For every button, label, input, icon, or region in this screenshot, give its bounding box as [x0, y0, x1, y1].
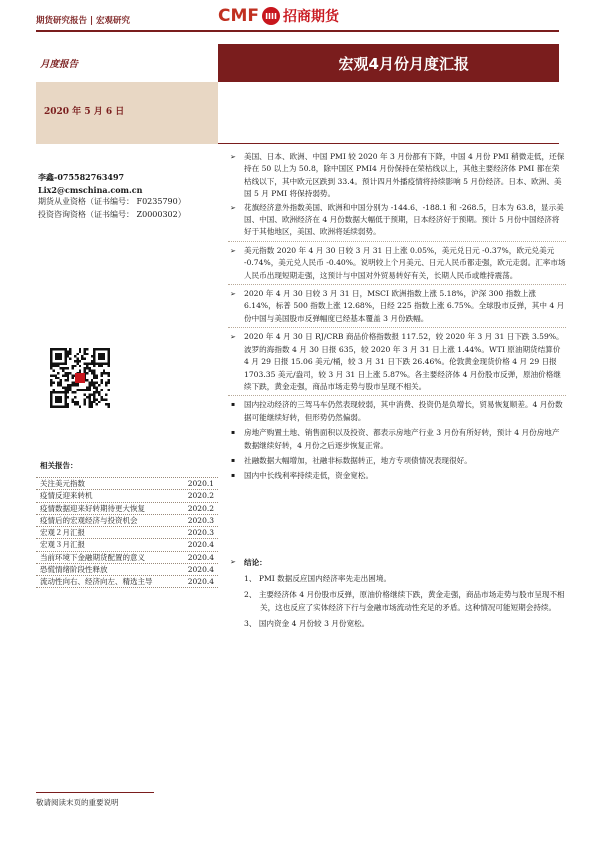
related-report-item[interactable]	[36, 526, 218, 538]
related-report-title: 疫情数据迎来好转期待更大恢复	[40, 503, 145, 513]
key-point	[228, 202, 566, 239]
arrow-bullet-icon: ➢	[230, 290, 236, 299]
arrow-bullet-icon: ➢	[230, 333, 236, 342]
point-text: 国内拉动经济的三驾马车仍然表现较弱，其中消费、投资仍是负增长，贸易恢复顺差。4 月份数据可能继续好转，但形势仍然偏弱。	[244, 400, 563, 422]
analyst-license-advisory: 投资咨询资格（证书编号： Z0000302）	[38, 209, 186, 219]
conclusion-list	[228, 572, 566, 630]
arrow-bullet-icon: ➢	[230, 558, 236, 566]
related-report-date: 2020.3	[187, 528, 214, 538]
related-report-title: 当前环境下金融期货配置的意义	[40, 552, 145, 562]
related-report-date: 2020.4	[187, 565, 214, 575]
key-point	[228, 331, 566, 393]
related-report-title: 流动性向右、经济向左、精选主导	[40, 577, 153, 587]
conclusion-item: 3、 国内资金 4 月份较 3 月份宽松。	[244, 619, 370, 628]
related-report-item[interactable]	[36, 538, 218, 550]
point-text: 2020 年 4 月 30 日 RJ/CRB 商品价格指数报 117.52，较 2020 年 3 月 31 日下跌 3.59%。波罗的海指数 4 月 30 日报 635，较 2020 年 3 月 31 日上涨 1.44%。WTI 原油期货结算价 4 月 29 日报 15.06 美元/桶，较 3 月 31 日下跌 26.46%。伦敦黄金现货价格 4 月 29 日报 1703.35 美元/盎司，较 3 月 31 日上涨 5.87%。各主要经济体 4 月份股市反弹，原油价格继续下跌，黄金走强，商品市场走势与股市呈现不相关。	[244, 332, 564, 391]
section-divider	[218, 143, 559, 144]
page-title: 宏观4月份月度汇报	[338, 54, 469, 73]
point-divider	[228, 395, 566, 396]
related-report-item[interactable]	[36, 563, 218, 575]
footer-disclaimer: 敬请阅读末页的重要说明	[36, 798, 119, 807]
related-report-title: 疫情后的宏观经济与投资机会	[40, 515, 138, 525]
analyst-license-futures: 期货从业资格（证书编号： F0235790）	[38, 197, 186, 207]
qr-code-icon	[50, 348, 110, 408]
related-report-title: 疫情反迎来转机	[40, 491, 93, 501]
conclusion-item: 2、 主要经济体 4 月份股市反弹，原油价格继续下跌，黄金走强，商品市场走势与股市呈现不相关，这也反应了实体经济下行与金融市场流动性充足的矛盾。这种情况可能短期会持续。	[244, 590, 565, 612]
related-report-date: 2020.4	[187, 552, 214, 562]
conclusion	[228, 556, 566, 633]
arrow-bullet-icon: ➢	[230, 203, 236, 212]
point-text: 社融数据大幅增加，社融非标数据转正，地方专项债情况表现很好。	[244, 455, 472, 465]
related-reports-list	[36, 477, 218, 588]
related-report-title: 宏观２月汇报	[40, 528, 85, 538]
square-bullet-icon: ▪	[231, 472, 236, 480]
footer-divider	[36, 792, 154, 793]
analyst-info	[38, 171, 186, 221]
square-bullet-icon: ▪	[231, 401, 236, 409]
related-report-item[interactable]	[36, 575, 218, 587]
square-bullet-icon: ▪	[231, 429, 236, 437]
square-bullet-icon: ▪	[231, 456, 236, 464]
header-divider	[36, 30, 559, 32]
point-divider	[228, 327, 566, 328]
key-points	[228, 151, 566, 486]
point-text: 房地产购置土地、销售面积以及投资、都表示房地产行业 3 月份有所好转，预计 4 月份房地产数据继续好转，4 月份之后逐步恢复正常。	[244, 428, 560, 450]
related-report-title: 宏观３月汇报	[40, 540, 85, 550]
point-text: 美国、日本、欧洲、中国 PMI 较 2020 年 3 月份都有下降，中国 4 月份 PMI 稍微走低，还保持在 50 以上为 50.8，除中国区 PMI4 月份保持在荣枯线以上，其他主要经济体 PMI 都在荣枯线以下，其中欧元区跌到 33.4。预计四月外播疫情将持续影响 5 月份经济。日本、欧洲、美国 5 月 PMI 将保持弱势。	[244, 152, 565, 199]
conclusion-item: 1、 PMI 数据反应国内经济率先走出困境。	[244, 574, 392, 583]
logo-chinese: 招商期货	[283, 9, 340, 25]
related-report-item[interactable]	[36, 502, 218, 514]
point-text: 国内中长线利率持续走低，资金宽松。	[244, 471, 374, 481]
related-report-date: 2020.2	[187, 491, 214, 501]
related-reports-heading: 相关报告：	[40, 461, 78, 470]
key-point	[228, 151, 566, 201]
sub-point	[228, 427, 566, 452]
point-text: 花旗经济意外指数美国、欧洲和中国分别为 -144.6、-188.1 和 -268.5，日本为 63.8，显示美国、中国、欧洲经济在 4 月份数据大幅低于预期，日本经济好于预期。预计 5 月份中国经济将好于其他地区，美国、欧洲将延续弱势。	[244, 202, 564, 237]
point-text: 2020 年 4 月 30 日较 3 月 31 日，MSCI 欧洲指数上涨 5.18%，沪深 300 指数上涨 6.14%，标普 500 指数上涨 12.68%，日经 225 指数上涨 6.75%。全球股市反弹，其中 4 月份中国与美国股市反弹幅度已经基本覆盖 3 月份跌幅。	[244, 289, 565, 323]
related-report-date: 2020.2	[187, 503, 214, 513]
logo-latin: CMF	[218, 6, 260, 26]
related-report-item[interactable]	[36, 514, 218, 526]
report-category: 期货研究报告 | 宏观研究	[36, 16, 131, 26]
related-report-title: 关注美元指数	[40, 479, 85, 488]
related-report-date: 2020.3	[187, 515, 214, 525]
related-report-date: 2020.4	[187, 577, 214, 587]
related-report-item[interactable]	[36, 551, 218, 563]
analyst-email: Lix2@cmschina.com.cn	[38, 184, 143, 195]
related-reports	[36, 460, 218, 588]
conclusion-heading: ➢ 结论：	[230, 558, 267, 567]
arrow-bullet-icon: ➢	[230, 153, 236, 161]
related-report-item[interactable]	[36, 477, 218, 489]
report-type: 月度报告	[40, 59, 79, 70]
sub-point	[228, 455, 566, 467]
key-point	[228, 245, 566, 282]
sub-point	[228, 470, 566, 482]
report-date: 2020 年 5 月 6 日	[44, 107, 125, 117]
related-report-date: 2020.4	[187, 540, 214, 550]
point-text: 美元指数 2020 年 4 月 30 日较 3 月 31 日上涨 0.05%，美元兑日元 -0.37%，欧元兑美元 -0.74%，美元兑人民币 -0.40%。说明较上个月美元、日元人民币都走强，欧元走弱。汇率市场人民币出现短期走强，这预计与中国对外贸易转好有关，长期人民币或维持震荡。	[244, 245, 566, 280]
key-point	[228, 288, 566, 325]
sub-point	[228, 399, 566, 424]
point-divider	[228, 284, 566, 285]
logo-seal-icon: IIII	[262, 7, 280, 25]
company-logo	[218, 6, 339, 26]
related-report-item[interactable]	[36, 489, 218, 501]
arrow-bullet-icon: ➢	[230, 246, 236, 255]
related-report-title: 恐慌情绪阶段性释放	[40, 565, 108, 575]
analyst-name: 李鑫-075582763497	[38, 172, 125, 182]
related-report-date: 2020.1	[187, 479, 214, 488]
point-divider	[228, 241, 566, 242]
